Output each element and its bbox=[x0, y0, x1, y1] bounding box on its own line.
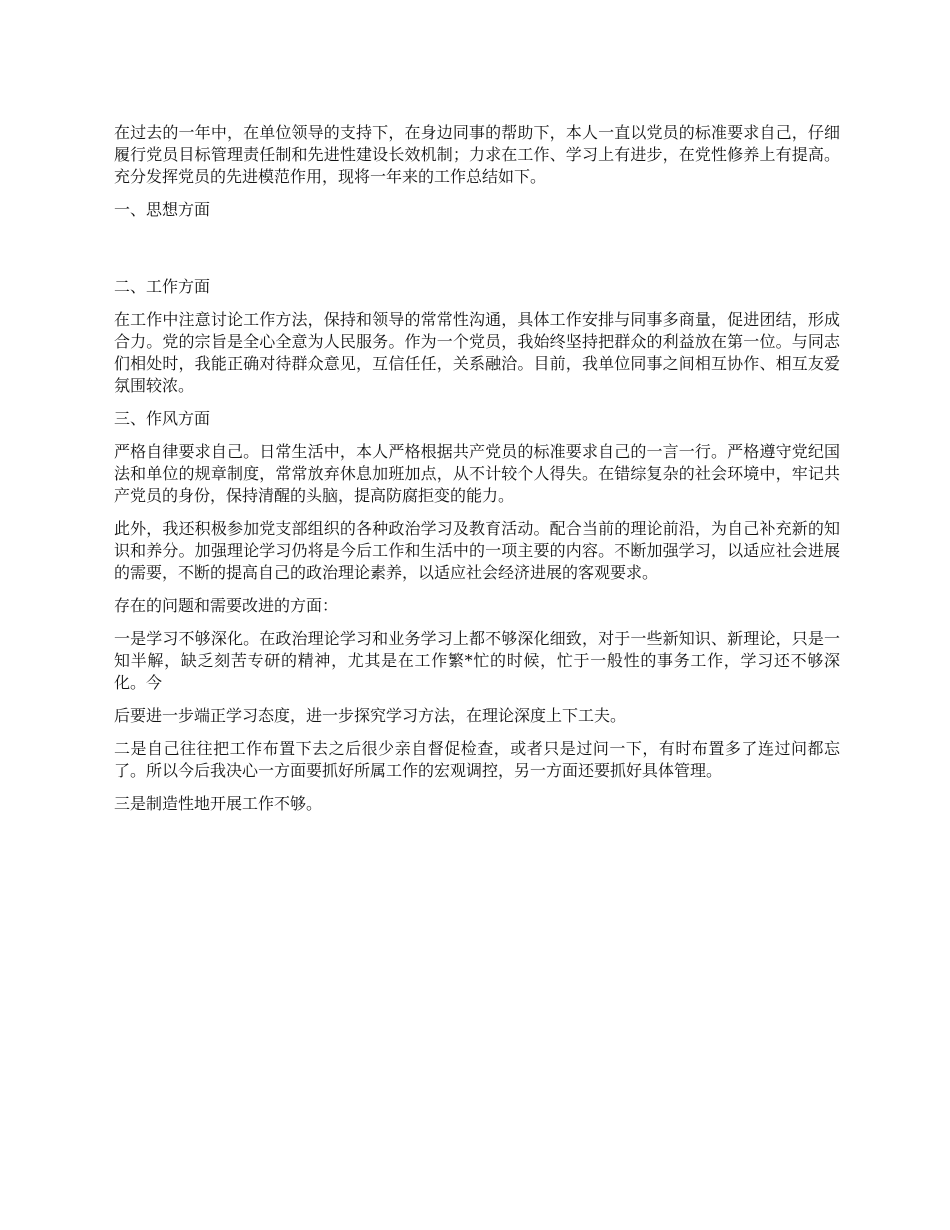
intro-paragraph: 在过去的一年中，在单位领导的支持下，在身边同事的帮助下，本人一直以党员的标准要求自己，仔细履行党员目标管理责任制和先进性建设长效机制；力求在工作、学习上有进步，在党性修养上有提高。充分发挥党员的先进模范作用，现将一年来的工作总结如下。 bbox=[114, 123, 840, 186]
section-heading-style: 三、作风方面 bbox=[114, 409, 211, 428]
style-paragraph-2: 此外，我还积极参加党支部组织的各种政治学习及教育活动。配合当前的理论前沿，为自己补充新的知识和养分。加强理论学习仍将是今后工作和生活中的一项主要的内容。不断加强学习，以适应社会进展的需要，不断的提高自己的政治理论素养，以适应社会经济进展的客观要求。 bbox=[114, 519, 840, 582]
problem-paragraph-2: 二是自己往往把工作布置下去之后很少亲自督促检查，或者只是过问一下，有时布置多了连过问都忘了。所以今后我决心一方面要抓好所属工作的宏观调控，另一方面还要抓好具体管理。 bbox=[114, 739, 840, 780]
document-body bbox=[114, 122, 840, 826]
empty-space bbox=[114, 232, 840, 276]
problems-heading: 存在的问题和需要改进的方面： bbox=[114, 596, 339, 615]
style-paragraph-1: 严格自律要求自己。日常生活中，本人严格根据共产党员的标准要求自己的一言一行。严格遵守党纪国法和单位的规章制度，常常放弃休息加班加点，从不计较个人得失。在错综复杂的社会环境中，牢记共产党员的身份，保持清醒的头脑，提高防腐拒变的能力。 bbox=[114, 442, 840, 505]
problem-paragraph-3: 三是制造性地开展工作不够。 bbox=[114, 794, 323, 813]
section-heading-thought: 一、思想方面 bbox=[114, 200, 211, 219]
problem-paragraph-1: 一是学习不够深化。在政治理论学习和业务学习上都不够深化细致，对于一些新知识、新理论，只是一知半解，缺乏刻苦专研的精神，尤其是在工作繁*忙的时候，忙于一般性的事务工作，学习还不够深化。今 bbox=[114, 629, 840, 692]
problem-paragraph-1-continued: 后要进一步端正学习态度，进一步探究学习方法，在理论深度上下工夫。 bbox=[114, 706, 627, 725]
work-paragraph: 在工作中注意讨论工作方法，保持和领导的常常性沟通，具体工作安排与同事多商量，促进团结，形成合力。党的宗旨是全心全意为人民服务。作为一个党员，我始终坚持把群众的利益放在第一位。与同志们相处时，我能正确对待群众意见，互信任任，关系融洽。目前，我单位同事之间相互协作、相互友爱氛围较浓。 bbox=[114, 310, 840, 395]
section-heading-work: 二、工作方面 bbox=[114, 277, 211, 296]
